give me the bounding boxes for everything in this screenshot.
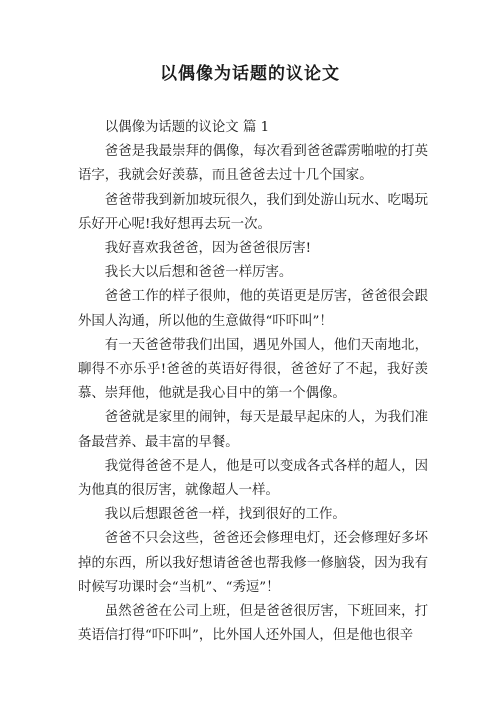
paragraph-6: 有一天爸爸带我们出国，遇见外国人，他们天南地北，聊得不亦乐乎!爸爸的英语好得很，爸爸好了不起，我好羡慕、崇拜他，他就是我心目中的第一个偶像。 — [78, 337, 428, 402]
paragraph-3: 我好喜欢我爸爸，因为爸爸很厉害! — [104, 241, 312, 257]
section-heading: 以偶像为话题的议论文 篇 1 — [104, 120, 270, 135]
document-title: 以偶像为话题的议论文 — [160, 64, 340, 84]
paragraph-5: 爸爸工作的样子很帅，他的英语更是厉害，爸爸很会跟外国人沟通，所以他的生意做得“吓吓叫”！ — [78, 289, 428, 329]
document-body — [78, 116, 428, 648]
paragraph-1: 爸爸是我最崇拜的偶像，每次看到爸爸霹雳啪啦的打英语字，我就会好羡慕，而且爸爸去过十几个国家。 — [78, 144, 428, 184]
paragraph-7: 爸爸就是家里的闹钟，每天是最早起床的人，为我们准备最营养、最丰富的早餐。 — [78, 410, 428, 450]
paragraph-10: 爸爸不只会这些，爸爸还会修理电灯，还会修理好多坏掉的东西，所以我好想请爸爸也帮我修一修脑袋，因为我有时候写功课时会“当机”、“秀逗”！ — [78, 531, 428, 595]
paragraph-4: 我长大以后想和爸爸一样厉害。 — [104, 265, 293, 281]
paragraph-2: 爸爸带我到新加坡玩很久，我们到处游山玩水、吃喝玩乐好开心呢!我好想再去玩一次。 — [78, 192, 428, 232]
paragraph-11: 虽然爸爸在公司上班，但是爸爸很厉害，下班回来，打英语信打得“吓吓叫”，比外国人还外国人，但是他也很辛 — [78, 604, 428, 644]
paragraph-9: 我以后想跟爸爸一样，找到很好的工作。 — [104, 507, 346, 523]
paragraph-8: 我觉得爸爸不是人，他是可以变成各式各样的超人，因为他真的很厉害，就像超人一样。 — [78, 458, 428, 499]
